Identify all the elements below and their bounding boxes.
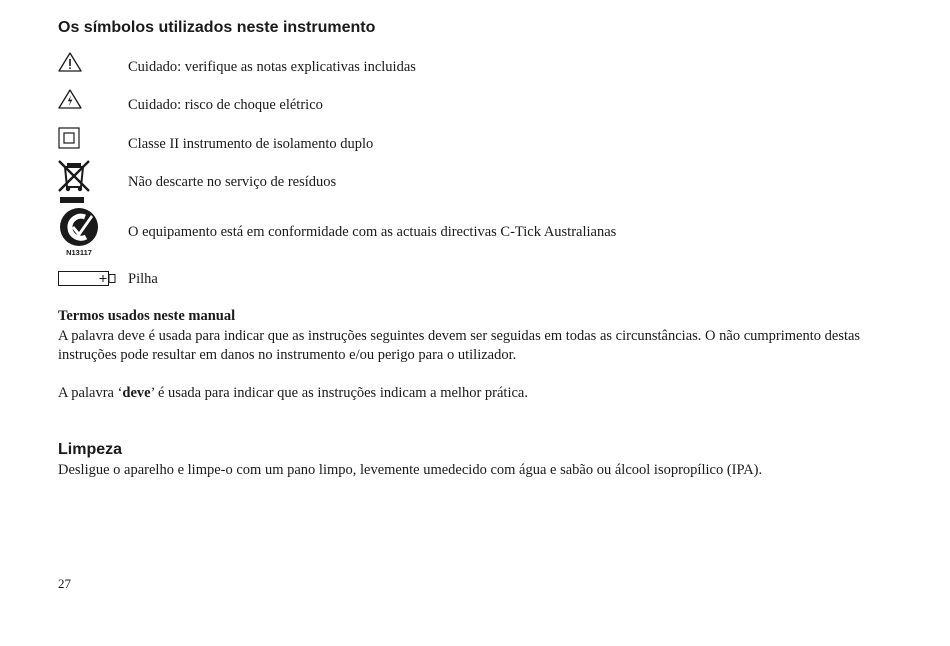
cleaning-text: Desligue o aparelho e limpe-o com um pano limpo, levemente umedecido com água e sabão ou álcool isopropílico (IPA). (58, 462, 763, 478)
c-tick-icon (58, 206, 100, 258)
symbol-text-warning: Cuidado: verifique as notas explicativas incluidas (128, 59, 416, 75)
double-insulation-icon (58, 127, 80, 149)
symbols-heading: Os símbolos utilizados neste instrumento (58, 19, 376, 36)
symbol-text-battery: Pilha (128, 271, 158, 287)
terms-p2-bold-word: deve (122, 385, 151, 401)
c-tick-code: N13117 (66, 248, 92, 257)
electric-shock-icon (58, 89, 82, 109)
symbol-text-class2: Classe II instrumento de isolamento duplo (128, 136, 374, 152)
terms-paragraph-2 (58, 384, 878, 403)
terms-heading: Termos usados neste manual (58, 308, 236, 324)
battery-icon (58, 270, 118, 288)
crossed-bin-icon (58, 159, 90, 205)
symbol-text-bin: Não descarte no serviço de resíduos (128, 174, 337, 190)
terms-p2-suffix: ’ é usada para indicar que as instruções indicam a melhor prática. (150, 385, 528, 401)
page-number: 27 (58, 576, 71, 591)
terms-paragraph-1: A palavra deve é usada para indicar que as instruções seguintes devem ser seguidas em todas as circunstâncias. O não cumprimento destas instruções pode resultar em danos no instrumento e/ou perigo para o utilizador. (58, 328, 861, 363)
warning-triangle-icon (58, 52, 82, 72)
terms-p2-prefix: A palavra ‘ (58, 385, 123, 401)
cleaning-heading: Limpeza (58, 441, 123, 458)
symbol-text-shock: Cuidado: risco de choque elétrico (128, 97, 323, 113)
symbol-text-ctick: O equipamento está em conformidade com as actuais directivas C-Tick Australianas (128, 224, 617, 240)
